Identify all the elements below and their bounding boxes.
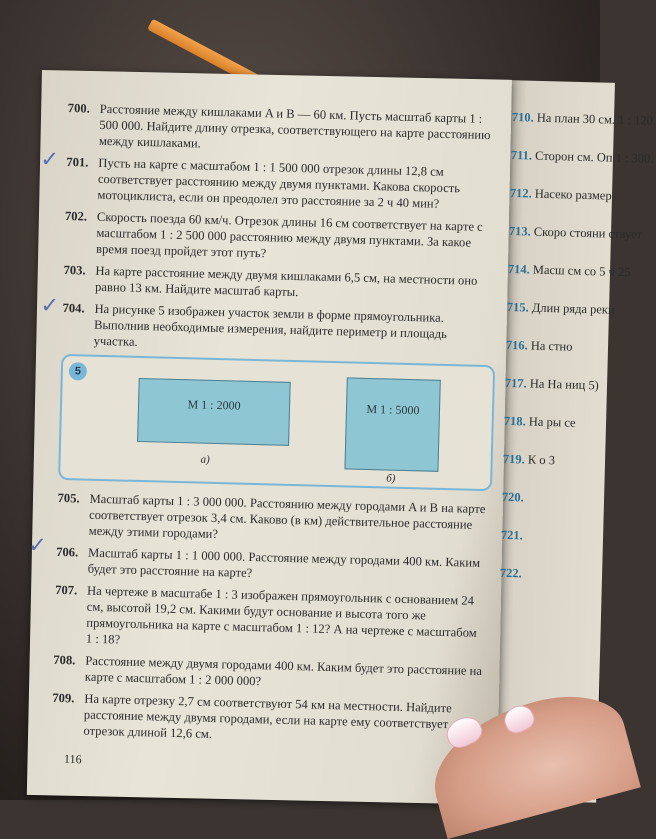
problem-701 [40,147,496,213]
checkmark-icon: ✓ [40,147,60,173]
problem-text: Масштаб карты 1 : 1 000 000. Расстояние между городами 400 км. Каким будет это расстояние на карте? [87,545,481,580]
right-column-problems [499,110,656,606]
right-problem: 716. На стно [505,337,573,354]
problem-text: Скорость поезда 60 км/ч. Отрезок длины 16 см соответствует на карте с масштабом 1 : 2 500 000 расстоянию между двумя пунктами. За какое время поезд пройдет этот путь? [95,209,483,261]
problem-number: 707. [54,582,78,598]
problem-text: Расстояние между кишлаками A и B — 60 км. Пусть масштаб карты 1 : 500 000. Найдите длину отрезка, соответствующего на карте расстоянию между кишлаками. [98,101,491,151]
right-problem: 712. Насеко размер [509,185,612,203]
right-problem: 721. [500,527,523,543]
right-problem: 710. На план 30 см. 1 : 120. [511,110,656,128]
problem-text: На чертеже в масштабе 1 : 3 изображен прямоугольник с основанием 24 см, высотой 19,2 см. Какими будут основание и высота того же прямоугольника на карте с масштабом 1 : 12? А на чертеже с масштабом 1 : 18? [85,583,477,647]
problem-704 [40,293,493,359]
problem-705 [57,490,488,549]
problem-number: 705. [57,490,80,506]
problem-708 [53,652,484,695]
problem-list [27,100,498,755]
land-plot-b [344,377,440,471]
problem-702 [64,208,495,267]
right-problem: 713. Скоро стояни ствует [508,223,643,242]
problem-text: На рисунке 5 изображен участок земли в форме прямоугольника. Выполнив необходимые измерения, найдите периметр и площадь участка. [93,301,448,349]
problem-number: 704. [62,300,85,316]
land-plot-a [137,378,291,446]
problem-number: 709. [52,690,75,706]
right-problem: 718. На ры се [503,413,576,430]
figure-5 [58,354,495,491]
problem-709 [51,690,482,749]
checkmark-icon: ✓ [40,293,60,319]
right-problem: 722. [499,565,522,581]
problem-706 [27,533,487,587]
caption-a: а) [200,453,210,466]
problem-700 [67,100,498,159]
problem-number: 700. [67,100,91,116]
right-problem: 715. Длин ряда реки [506,299,615,317]
right-problem: 714. Масш см со 5 ч 25 [507,261,631,280]
right-problem: 720. [501,489,524,505]
right-problem: 719. К о 3 [502,451,556,468]
right-problem: 717. На На ниц 5) [504,375,600,393]
problem-number: 706. [55,544,79,560]
problem-number: 701. [66,154,89,170]
problem-text: На карте отрезку 2,7 см соответствуют 54 км на местности. Найдите расстояние между двумя городами, если на карте ему соответствует отрезок длиной 12,6 см. [83,691,452,741]
checkmark-icon: ✓ [27,533,48,559]
problem-text: Расстояние между двумя городами 400 км. Каким будет это расстояние на карте с масштабом 1 : 2 000 000? [84,653,483,689]
problem-703 [63,262,494,305]
scale-label-b: M 1 : 5000 [366,401,420,418]
problem-number: 702. [64,208,88,224]
problem-text: Пусть на карте с масштабом 1 : 1 500 000 отрезок длины 12,8 см соответствует расстоянию между двумя пунктами. Какова скорость мотоциклиста, если он преодолел это расстояние за 2 ч 40 мин? [97,155,461,211]
scale-label-a: M 1 : 2000 [187,397,241,413]
figure-number-badge: 5 [69,362,87,380]
caption-b: б) [386,472,396,485]
page-number: 116 [63,751,82,767]
problem-text: Масштаб карты 1 : 3 000 000. Расстоянию между городами A и B на карте соответствует отрезок 3,4 см. Каково (в км) действительное расстояние между этими городами? [88,491,486,542]
right-problem: 711. Сторон см. Оп 1 : 300. [510,147,654,166]
problem-number: 703. [63,262,86,278]
problem-number: 708. [53,652,76,668]
problem-text: На карте расстояние между двумя кишлаками 6,5 см, на местности оно равно 13 км. Найдите масштаб карты. [94,263,478,300]
problem-707 [54,582,486,657]
